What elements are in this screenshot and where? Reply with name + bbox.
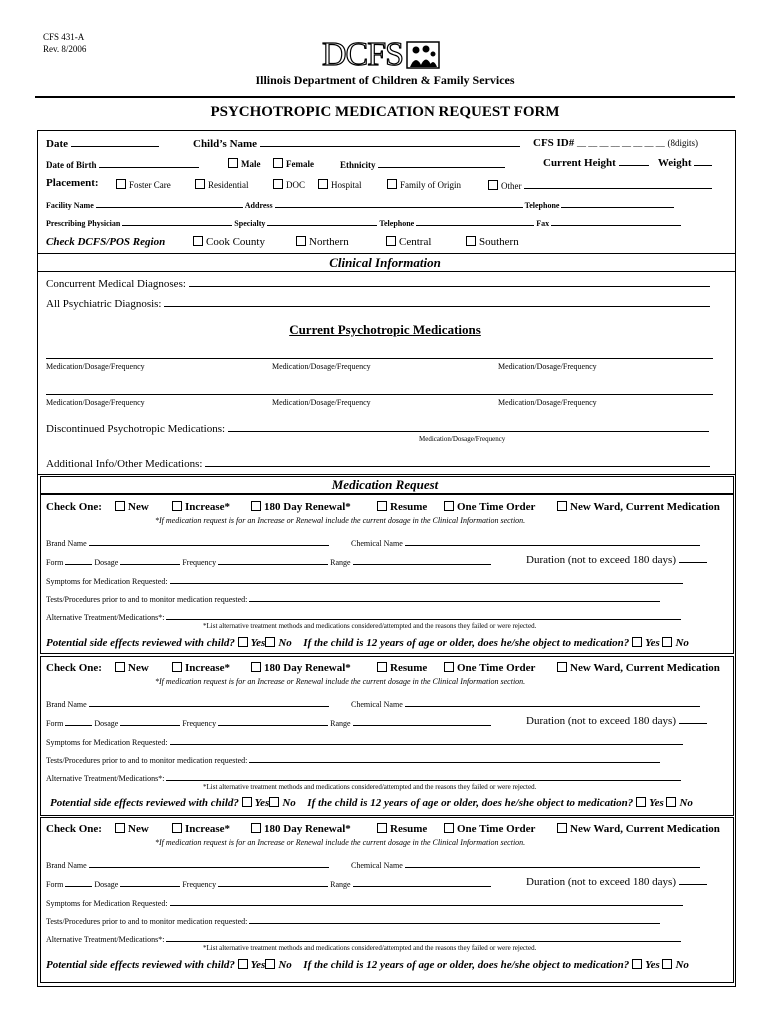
option-resume (377, 501, 427, 513)
side-effects-yes-label: Yes (250, 959, 266, 971)
duration-field[interactable] (679, 714, 707, 724)
physician-telephone-label: Telephone (379, 219, 415, 228)
resume-checkbox[interactable] (377, 662, 387, 672)
brand-row (46, 697, 329, 709)
resume-label: Resume (390, 662, 428, 674)
facility-label: Facility Name (46, 201, 94, 210)
object-no-label: No (679, 797, 693, 809)
increase-label: Increase* (185, 662, 231, 674)
option-resume (377, 662, 427, 674)
one-time-label: One Time Order (457, 501, 536, 513)
telephone-label: Telephone (524, 201, 560, 210)
alternative-label: Alternative Treatment/Medications*: (46, 774, 165, 783)
other-checkbox[interactable] (488, 180, 498, 190)
range-label: Range (330, 719, 351, 728)
form-label: Form (46, 880, 64, 889)
doc-option (273, 179, 305, 190)
side-effects-no-checkbox[interactable] (265, 959, 275, 969)
foster-care-checkbox[interactable] (116, 179, 126, 189)
specialty-field[interactable] (267, 216, 377, 226)
clinical-top-rule (37, 253, 735, 254)
alternative-row (46, 771, 681, 783)
date-field[interactable] (71, 137, 159, 147)
concurrent-label: Concurrent Medical Diagnoses: (46, 278, 186, 290)
cook-county-checkbox[interactable] (193, 236, 203, 246)
frequency-label: Frequency (182, 719, 217, 728)
duration-label: Duration (not to exceed 180 days) (526, 715, 676, 727)
side-effects-no-label: No (282, 797, 296, 809)
female-label: Female (286, 159, 314, 169)
duration-label: Duration (not to exceed 180 days) (526, 876, 676, 888)
one-time-label: One Time Order (457, 823, 536, 835)
brand-field[interactable] (89, 858, 329, 868)
one-time-checkbox[interactable] (444, 823, 454, 833)
childs-name-field[interactable] (260, 137, 520, 147)
side-effects-no-label: No (278, 637, 292, 649)
dcfs-logo (322, 36, 440, 73)
ethnicity-label: Ethnicity (340, 160, 376, 170)
central-option (386, 236, 431, 248)
dob-label: Date of Birth (46, 160, 97, 170)
side-effects-label: Potential side effects reviewed with child? (50, 797, 239, 809)
frequency-label: Frequency (182, 880, 217, 889)
alternative-field[interactable] (166, 771, 681, 781)
range-field[interactable] (353, 877, 491, 887)
symptoms-field[interactable] (170, 735, 683, 745)
med-caption: Medication/Dosage/Frequency (498, 398, 597, 407)
tests-label: Tests/Procedures prior to and to monitor medication requested: (46, 756, 248, 765)
range-label: Range (330, 880, 351, 889)
form-field[interactable] (65, 555, 92, 565)
southern-checkbox[interactable] (466, 236, 476, 246)
height-weight-row (543, 156, 712, 169)
physician-row (46, 216, 681, 228)
form-title: PSYCHOTROPIC MEDICATION REQUEST FORM (210, 104, 560, 120)
increase-note: *If medication request is for an Increase or Renewal include the current dosage in the Clinical Information section. (155, 516, 526, 525)
chemical-row (351, 536, 700, 548)
other-field[interactable] (524, 179, 712, 189)
additional-label: Additional Info/Other Medications: (46, 458, 203, 470)
other-option (488, 179, 712, 191)
option-resume (377, 823, 427, 835)
brand-field[interactable] (89, 697, 329, 707)
side-effects-row (50, 797, 693, 809)
hospital-option (318, 179, 362, 190)
option-renewal (251, 662, 351, 674)
symptoms-field[interactable] (170, 574, 683, 584)
object-no-checkbox[interactable] (666, 797, 676, 807)
object-no-checkbox[interactable] (662, 637, 672, 647)
check-one-label: Check One: (46, 662, 102, 674)
one-time-label: One Time Order (457, 662, 536, 674)
additional-row (46, 457, 710, 470)
increase-checkbox[interactable] (172, 501, 182, 511)
request-top-rule (37, 474, 735, 475)
side-effects-yes-checkbox[interactable] (238, 959, 248, 969)
cfs-id-field[interactable]: __ __ __ __ __ __ __ __ (577, 138, 665, 148)
fax-label: Fax (536, 219, 550, 228)
residential-label: Residential (208, 180, 249, 190)
male-label: Male (241, 159, 261, 169)
doc-label: DOC (286, 180, 306, 190)
brand-label: Brand Name (46, 539, 87, 548)
alternative-note: *List alternative treatment methods and medications considered/attempted and the reasons they failed or were rejected. (203, 783, 537, 791)
new-ward-checkbox[interactable] (557, 823, 567, 833)
chemical-field[interactable] (405, 536, 700, 546)
brand-label: Brand Name (46, 700, 87, 709)
renewal-checkbox[interactable] (251, 823, 261, 833)
new-label: New (128, 662, 149, 674)
resume-checkbox[interactable] (377, 823, 387, 833)
option-new (115, 823, 149, 835)
southern-option (466, 236, 519, 248)
weight-label: Weight (657, 157, 692, 169)
option-increase (172, 823, 230, 835)
tests-label: Tests/Procedures prior to and to monitor medication requested: (46, 917, 248, 926)
new-ward-label: New Ward, Current Medication (570, 662, 720, 674)
check-one-label: Check One: (46, 823, 102, 835)
side-effects-no-checkbox[interactable] (265, 637, 275, 647)
one-time-checkbox[interactable] (444, 501, 454, 511)
female-checkbox[interactable] (273, 158, 283, 168)
date-row (46, 137, 159, 150)
new-checkbox[interactable] (115, 823, 125, 833)
range-field[interactable] (353, 716, 491, 726)
option-one-time (444, 823, 535, 835)
form-row (46, 716, 491, 728)
chemical-field[interactable] (405, 697, 700, 707)
tests-row (46, 914, 660, 926)
sex-row (228, 158, 314, 169)
brand-label: Brand Name (46, 861, 87, 870)
med-caption: Medication/Dosage/Frequency (498, 362, 597, 371)
option-one-time (444, 501, 535, 513)
range-label: Range (330, 558, 351, 567)
psychiatric-row (46, 297, 710, 310)
option-new-ward (557, 823, 720, 835)
dob-row (46, 158, 199, 170)
side-effects-yes-checkbox[interactable] (242, 797, 252, 807)
dosage-label: Dosage (94, 719, 119, 728)
hospital-label: Hospital (331, 180, 362, 190)
header-rule (35, 96, 735, 98)
object-no-label: No (675, 959, 689, 971)
foster-care-label: Foster Care (129, 180, 171, 190)
childs-name-label: Child’s Name (193, 138, 258, 150)
object-yes-label: Yes (649, 797, 664, 809)
dosage-field[interactable] (120, 555, 180, 565)
form-revision: Rev. 8/2006 (43, 44, 87, 54)
form-label: Form (46, 719, 64, 728)
central-label: Central (399, 236, 432, 248)
symptoms-label: Symptoms for Medication Requested: (46, 899, 168, 908)
med-caption: Medication/Dosage/Frequency (272, 362, 371, 371)
brand-row (46, 536, 329, 548)
alternative-label: Alternative Treatment/Medications*: (46, 613, 165, 622)
side-effects-yes-label: Yes (250, 637, 266, 649)
check-one-label: Check One: (46, 501, 102, 513)
specialty-label: Specialty (234, 219, 266, 228)
discontinued-row (46, 422, 709, 435)
object-yes-checkbox[interactable] (636, 797, 646, 807)
form-field[interactable] (65, 877, 92, 887)
family-origin-label: Family of Origin (400, 180, 461, 190)
one-time-checkbox[interactable] (444, 662, 454, 672)
chemical-label: Chemical Name (351, 539, 403, 548)
fax-field[interactable] (551, 216, 681, 226)
discontinued-caption: Medication/Dosage/Frequency (419, 435, 506, 443)
duration-row (526, 875, 707, 888)
duration-row (526, 714, 707, 727)
duration-field[interactable] (679, 553, 707, 563)
alternative-label: Alternative Treatment/Medications*: (46, 935, 165, 944)
dcfs-logo-text: DCFS (322, 36, 404, 73)
form-row (46, 877, 491, 889)
childs-name-row (193, 137, 520, 150)
central-checkbox[interactable] (386, 236, 396, 246)
renewal-label: 180 Day Renewal* (264, 501, 351, 513)
northern-checkbox[interactable] (296, 236, 306, 246)
doc-checkbox[interactable] (273, 179, 283, 189)
frequency-field[interactable] (218, 716, 328, 726)
object-question: If the child is 12 years of age or older, does he/she object to medication? (303, 959, 630, 971)
side-effects-no-checkbox[interactable] (269, 797, 279, 807)
increase-label: Increase* (185, 501, 231, 513)
side-effects-yes-checkbox[interactable] (238, 637, 248, 647)
alternative-field[interactable] (166, 610, 681, 620)
duration-field[interactable] (679, 875, 707, 885)
southern-label: Southern (479, 236, 519, 248)
hospital-checkbox[interactable] (318, 179, 328, 189)
renewal-label: 180 Day Renewal* (264, 823, 351, 835)
resume-label: Resume (390, 501, 428, 513)
tests-field[interactable] (249, 592, 660, 602)
option-new-ward (557, 662, 720, 674)
residential-checkbox[interactable] (195, 179, 205, 189)
option-one-time (444, 662, 535, 674)
option-renewal (251, 501, 351, 513)
side-effects-no-label: No (278, 959, 292, 971)
dosage-label: Dosage (94, 558, 119, 567)
tests-field[interactable] (249, 914, 660, 924)
alternative-row (46, 610, 681, 622)
object-yes-checkbox[interactable] (632, 959, 642, 969)
concurrent-field[interactable] (189, 277, 710, 287)
resume-label: Resume (390, 823, 428, 835)
new-ward-checkbox[interactable] (557, 662, 567, 672)
option-increase (172, 662, 230, 674)
current-meds-heading: Current Psychotropic Medications (289, 322, 481, 337)
alternative-note: *List alternative treatment methods and medications considered/attempted and the reasons they failed or were rejected. (203, 944, 537, 952)
placement-options (116, 179, 171, 190)
northern-option (296, 236, 349, 248)
option-renewal (251, 823, 351, 835)
new-checkbox[interactable] (115, 501, 125, 511)
increase-note: *If medication request is for an Increase or Renewal include the current dosage in the Clinical Information section. (155, 677, 526, 686)
object-no-checkbox[interactable] (662, 959, 672, 969)
dosage-field[interactable] (120, 716, 180, 726)
option-new-ward (557, 501, 720, 513)
height-label: Current Height (543, 157, 616, 169)
brand-row (46, 858, 329, 870)
increase-label: Increase* (185, 823, 231, 835)
brand-field[interactable] (89, 536, 329, 546)
side-effects-row (46, 637, 689, 649)
physician-telephone-field[interactable] (416, 216, 534, 226)
dob-field[interactable] (99, 158, 199, 168)
discontinued-label: Discontinued Psychotropic Medications: (46, 423, 226, 435)
new-ward-checkbox[interactable] (557, 501, 567, 511)
cfs-id-row (533, 137, 698, 149)
family-origin-checkbox[interactable] (387, 179, 397, 189)
object-yes-label: Yes (645, 637, 660, 649)
chemical-label: Chemical Name (351, 700, 403, 709)
male-checkbox[interactable] (228, 158, 238, 168)
concurrent-row (46, 277, 710, 290)
med-caption: Medication/Dosage/Frequency (46, 398, 145, 407)
region-label: Check DCFS/POS Region (46, 236, 166, 248)
frequency-field[interactable] (218, 555, 328, 565)
option-increase (172, 501, 230, 513)
alternative-note: *List alternative treatment methods and medications considered/attempted and the reasons they failed or were rejected. (203, 622, 537, 630)
option-new (115, 662, 149, 674)
chemical-label: Chemical Name (351, 861, 403, 870)
dosage-field[interactable] (120, 877, 180, 887)
object-question: If the child is 12 years of age or older, does he/she object to medication? (303, 637, 630, 649)
symptoms-label: Symptoms for Medication Requested: (46, 577, 168, 586)
current-meds-line-1[interactable] (46, 358, 713, 359)
range-field[interactable] (353, 555, 491, 565)
family-icon (406, 41, 440, 69)
new-ward-label: New Ward, Current Medication (570, 823, 720, 835)
current-meds-line-2[interactable] (46, 394, 713, 395)
frequency-field[interactable] (218, 877, 328, 887)
northern-label: Northern (309, 236, 349, 248)
facility-field[interactable] (96, 198, 243, 208)
renewal-label: 180 Day Renewal* (264, 662, 351, 674)
duration-row (526, 553, 707, 566)
ethnicity-row (340, 158, 505, 170)
physician-label: Prescribing Physician (46, 219, 121, 228)
agency-name: Illinois Department of Children & Family Services (255, 73, 515, 87)
med-caption: Medication/Dosage/Frequency (272, 398, 371, 407)
renewal-checkbox[interactable] (251, 662, 261, 672)
clinical-heading: Clinical Information (329, 255, 441, 270)
object-yes-checkbox[interactable] (632, 637, 642, 647)
chemical-row (351, 697, 700, 709)
cfs-id-label: CFS ID# (533, 137, 575, 149)
side-effects-label: Potential side effects reviewed with child? (46, 637, 235, 649)
clinical-bottom-rule (37, 271, 735, 272)
symptoms-row (46, 896, 683, 908)
chemical-field[interactable] (405, 858, 700, 868)
new-label: New (128, 501, 149, 513)
psychiatric-field[interactable] (164, 297, 710, 307)
cook-county-label: Cook County (206, 236, 265, 248)
increase-note: *If medication request is for an Increase or Renewal include the current dosage in the Clinical Information section. (155, 838, 526, 847)
date-label: Date (46, 138, 68, 150)
form-row (46, 555, 491, 567)
family-origin-option (387, 179, 461, 190)
telephone-field[interactable] (561, 198, 674, 208)
form-label: Form (46, 558, 64, 567)
option-new (115, 501, 149, 513)
med-caption: Medication/Dosage/Frequency (46, 362, 145, 371)
symptoms-row (46, 735, 683, 747)
physician-field[interactable] (122, 216, 232, 226)
additional-field[interactable] (205, 457, 710, 467)
object-no-label: No (675, 637, 689, 649)
increase-checkbox[interactable] (172, 823, 182, 833)
new-checkbox[interactable] (115, 662, 125, 672)
renewal-checkbox[interactable] (251, 501, 261, 511)
residential-option (195, 179, 249, 190)
tests-row (46, 753, 660, 765)
form-field[interactable] (65, 716, 92, 726)
alternative-field[interactable] (166, 932, 681, 942)
increase-checkbox[interactable] (172, 662, 182, 672)
side-effects-row (46, 959, 689, 971)
discontinued-field[interactable] (228, 422, 709, 432)
frequency-label: Frequency (182, 558, 217, 567)
symptoms-label: Symptoms for Medication Requested: (46, 738, 168, 747)
resume-checkbox[interactable] (377, 501, 387, 511)
request-heading: Medication Request (331, 477, 439, 492)
object-question: If the child is 12 years of age or older, does he/she object to medication? (307, 797, 634, 809)
alternative-row (46, 932, 681, 944)
tests-label: Tests/Procedures prior to and to monitor medication requested: (46, 595, 248, 604)
side-effects-yes-label: Yes (254, 797, 270, 809)
tests-row (46, 592, 660, 604)
other-label: Other (501, 181, 522, 191)
symptoms-row (46, 574, 683, 586)
new-label: New (128, 823, 149, 835)
duration-label: Duration (not to exceed 180 days) (526, 554, 676, 566)
psychiatric-label: All Psychiatric Diagnosis: (46, 298, 162, 310)
weight-field[interactable] (694, 156, 712, 166)
address-field[interactable] (275, 198, 523, 208)
cfs-id-note: (8digits) (667, 138, 699, 148)
chemical-row (351, 858, 700, 870)
object-yes-label: Yes (645, 959, 660, 971)
new-ward-label: New Ward, Current Medication (570, 501, 720, 513)
side-effects-label: Potential side effects reviewed with child? (46, 959, 235, 971)
ethnicity-field[interactable] (378, 158, 505, 168)
tests-field[interactable] (249, 753, 660, 763)
facility-row (46, 198, 674, 210)
placement-label: Placement: (46, 177, 99, 189)
form-code: CFS 431-A (43, 32, 85, 42)
symptoms-field[interactable] (170, 896, 683, 906)
dosage-label: Dosage (94, 880, 119, 889)
address-label: Address (244, 201, 273, 210)
cook-county-option (193, 236, 265, 248)
height-field[interactable] (619, 156, 649, 166)
